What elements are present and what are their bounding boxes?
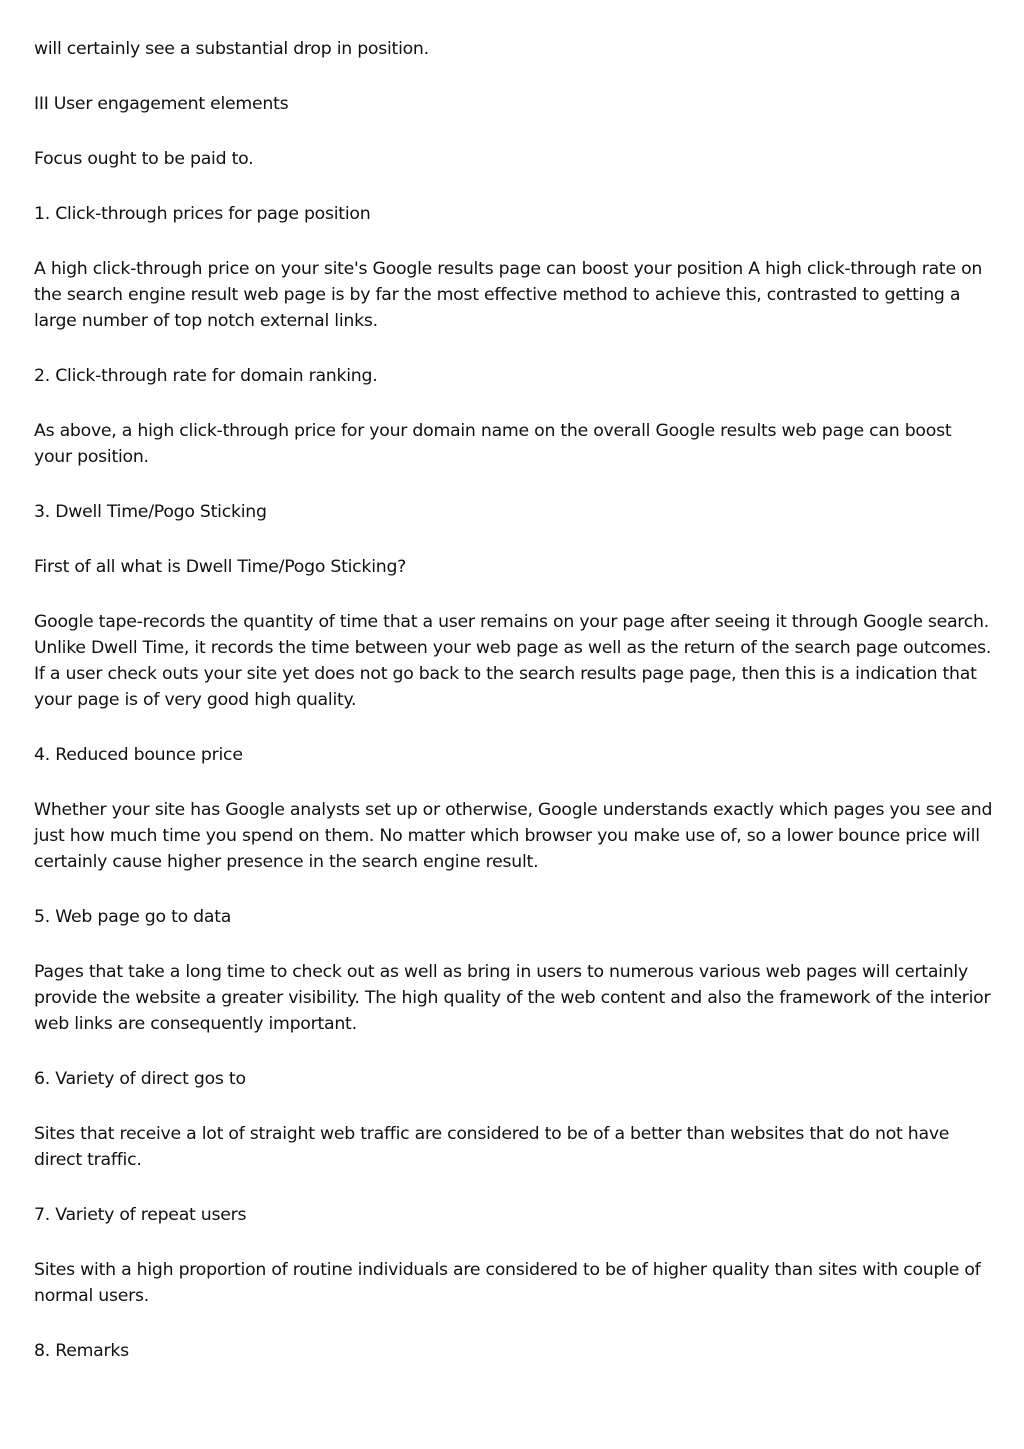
item-body-1: A high click-through price on your site's Google results page can boost your position A high click-through rate on the search engine result web page is by far the most effective method to achieve this, contrasted to getting a large number of top notch external links. xyxy=(34,259,983,331)
item-body-2: As above, a high click-through price for your domain name on the overall Google results web page can boost your position. xyxy=(34,421,952,467)
item-heading-6: 6. Variety of direct gos to xyxy=(34,1069,246,1089)
item-body-5: Pages that take a long time to check out as well as bring in users to numerous various web pages will certainly provide the website a greater visibility. The high quality of the web content and also the framework of the interior web links are consequently important. xyxy=(34,962,991,1034)
item-heading-4: 4. Reduced bounce price xyxy=(34,745,243,765)
item-question-3: First of all what is Dwell Time/Pogo Sticking? xyxy=(34,557,407,577)
paragraph-focus: Focus ought to be paid to. xyxy=(34,149,254,169)
item-heading-5: 5. Web page go to data xyxy=(34,907,232,927)
item-heading-3: 3. Dwell Time/Pogo Sticking xyxy=(34,502,267,522)
section-heading-user-engagement: III User engagement elements xyxy=(34,94,289,114)
item-body-6: Sites that receive a lot of straight web traffic are considered to be of a better than websites that do not have direct traffic. xyxy=(34,1124,950,1170)
item-heading-1: 1. Click-through prices for page position xyxy=(34,204,371,224)
item-body-3: Google tape-records the quantity of time that a user remains on your page after seeing it through Google search. Unlike Dwell Time, it records the time between your web page as well as the return of the search page outcomes. If a user check outs your site yet does not go back to the search results page page, then this is a indication that your page is of very good high quality. xyxy=(34,612,992,710)
item-heading-7: 7. Variety of repeat users xyxy=(34,1205,247,1225)
item-body-4: Whether your site has Google analysts set up or otherwise, Google understands exactly which pages you see and just how much time you spend on them. No matter which browser you make use of, so a lower bounce price will certainly cause higher presence in the search engine result. xyxy=(34,800,993,872)
paragraph-intro-continuation: will certainly see a substantial drop in position. xyxy=(34,39,429,59)
item-body-7: Sites with a high proportion of routine individuals are considered to be of higher quality than sites with couple of normal users. xyxy=(34,1260,981,1306)
item-heading-2: 2. Click-through rate for domain ranking. xyxy=(34,366,378,386)
document-page xyxy=(34,36,994,1393)
item-heading-8: 8. Remarks xyxy=(34,1341,129,1361)
